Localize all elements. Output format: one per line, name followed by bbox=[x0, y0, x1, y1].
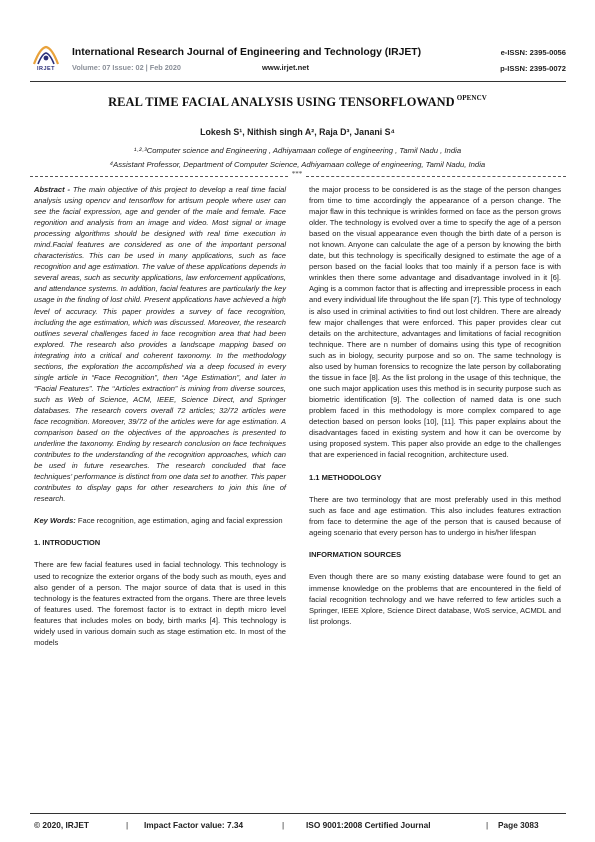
separator-stars: *** bbox=[291, 170, 303, 178]
journal-header bbox=[30, 44, 566, 80]
p-issn: p-ISSN: 2395-0072 bbox=[500, 64, 566, 73]
intro-heading: 1. INTRODUCTION bbox=[34, 538, 101, 548]
logo-wordmark: IRJET bbox=[36, 66, 56, 72]
footer-page-number: Page 3083 bbox=[498, 820, 539, 830]
header-rule bbox=[30, 81, 566, 82]
abstract bbox=[34, 184, 286, 504]
abstract-text: The main objective of this project to develop a real time facial analysis using opencv and tensorflow for artisum people where user can see the facial expression, age and gender of the male and female. Face regonition and analysis from an image and video. Most signal or image processing algorithms should be designed with real time execution in mind.Facial features are considered as one of the important personal characteristics. This can be used in many applications, such as face recognition and age estimation. The value of these applications depends in several areas, such as security applications, law enforcement applications, and attendance systems. In addition, facial features are particularly the key usage in the finding of lost child. Present applications have achieved a high level of accuracy. This paper provides a survey of face recognition, including the age estimation, which was discussed. Moreover, the research outlines several challenges faced in face recognition area that had been explored. The research also provides a landscape mapping based on integrating into a critical and coherent taxonomy. In the methodology sections, the exploration the accomplished via a deep focused in every single article in “Face Recognition”, then “Age Estimation”, and later in “Facial Features”. The ‘‘Articles extraction” is mining from diverse sources, such as Web of Science, ACM, IEEE, Science Direct, and Springer databases. The research covers overall 72 articles; 32/72 articles were face recognition. Moreover, 39/72 of the articles were for age estimation. A comparison based on the objectives of the approaches is presented to underline the taxonomy. Ending by research conclusion on face techniques contributes to the understanding of the recognition approaches, which can be used in future researches. The research concluded that face techniques’ performance is distinct from one data set to another. This paper contributes to display gaps for other researchers to join this line of research. bbox=[34, 185, 286, 504]
footer-separator: | bbox=[126, 820, 129, 830]
keywords bbox=[34, 515, 286, 526]
footer-impact-factor: Impact Factor value: 7.34 bbox=[144, 820, 244, 830]
information-sources-paragraph: Even though there are so many existing database were found to get an immense knowledge on the problems that are encountered in the field of facial recognition technology and we have referred to few articles such a Springer, IEEE Xplore, Science Direct database, WoS service, ACMDL and list prolongs. bbox=[309, 572, 561, 626]
footer-rule bbox=[30, 813, 566, 814]
paper-title: REAL TIME FACIAL ANALYSIS USING TENSORFLOWAND $^{OPENCV}$ bbox=[108, 94, 487, 109]
intro-paragraph: There are few facial features used in facial technology. This technology is used to recognize the exterior organs of the body such as mouth, eyes and also gender of a person. The major source of data that is used in this technology is the features extracted from the organs. There are three levels of features used. The foremost factor is to extract in depth micro level features that includes moles on body, birth marks [4]. This technology is widely used in various domain such as stage estimation etc. In most of the models bbox=[34, 560, 286, 647]
footer-separator: | bbox=[486, 820, 489, 830]
affiliation-2: ⁴Assistant Professor, Department of Computer Science, Adhiyamaan college of engineering, Tamil Nadu, India bbox=[109, 160, 486, 169]
title-superscript: OPENCV bbox=[456, 94, 487, 102]
abstract-label: Abstract - bbox=[34, 185, 71, 194]
left-column bbox=[34, 184, 286, 659]
section-separator bbox=[30, 170, 566, 180]
journal-website-link[interactable]: www.irjet.net bbox=[262, 63, 309, 72]
methodology-paragraph: There are two terminology that are most preferably used in this method such as face and age estimation. This also includes features extraction from face to determine the age of the person that is caused because of ageing scenario that every person has to undergo in his/her lifespan bbox=[309, 495, 561, 538]
keywords-text: Face recognition, age estimation, aging and facial expression bbox=[75, 516, 283, 526]
author-list: Lokesh S¹, Nithish singh A², Raja D³, Janani S⁴ bbox=[200, 127, 395, 137]
affiliation-1: ¹·²·³Computer science and Engineering , Adhiyamaan college of engineering , Tamil Nadu , India bbox=[133, 146, 462, 155]
information-sources-heading: INFORMATION SOURCES bbox=[309, 550, 402, 560]
keywords-label: Key Words: bbox=[34, 516, 76, 526]
journal-name: International Research Journal of Engineering and Technology (IRJET) bbox=[72, 47, 422, 58]
footer-separator: | bbox=[282, 820, 285, 830]
methodology-heading: 1.1 METHODOLOGY bbox=[309, 473, 382, 483]
right-column bbox=[309, 184, 561, 638]
e-issn: e-ISSN: 2395-0056 bbox=[500, 48, 566, 57]
intro-continued-paragraph: the major process to be considered is as the stage of the person changes from time to time accordingly the appearance of a person change. The major flaw in this technique is wrinkles formed on face as the person grows older. The technology is evolved over a time to specify the age of a person based on the visual appearance even though the birth date of a person is not known. Anyone can calculate the age of a person by knowing the birth date, but this technology is specifically designed to estimate the age of a person based on the facial looks that too mainly if a person face is with wrinkles then there some advantage and disadvantage involved in it [6]. Aging is a common factor that is affecting and irrepressible process in each and every individual life throughout the life span [7]. This type of technology is also used in criminal activities to find out lost children. There are already few major challenges that were enforced. This paper provides clear cut details on the architecture, advantages and limitations of facial recognition technique. There are n number of domains using this type of recognition such as in biology, security purpose and so on. The same technology is also used by human forensics to recognize the late person by collaborating the tissue in face [8]. As the list prolong in the usage of this technique, the one such major application uses this method is in security purpose such as biometric identification [9]. The collection of named data is one such problem faced in this methodology is more complex compared to age detection based on person looks [10], [11]. This paper explains about the disadvantages faced in existing system and how it can be overcome by using proposed system. This paper also provide an edge to the challenges that are experienced in facial recognition, architecture used. bbox=[309, 185, 561, 460]
footer-copyright: © 2020, IRJET bbox=[34, 820, 89, 830]
volume-issue: Volume: 07 Issue: 02 | Feb 2020 bbox=[72, 63, 181, 72]
footer-iso: ISO 9001:2008 Certified Journal bbox=[306, 820, 431, 830]
